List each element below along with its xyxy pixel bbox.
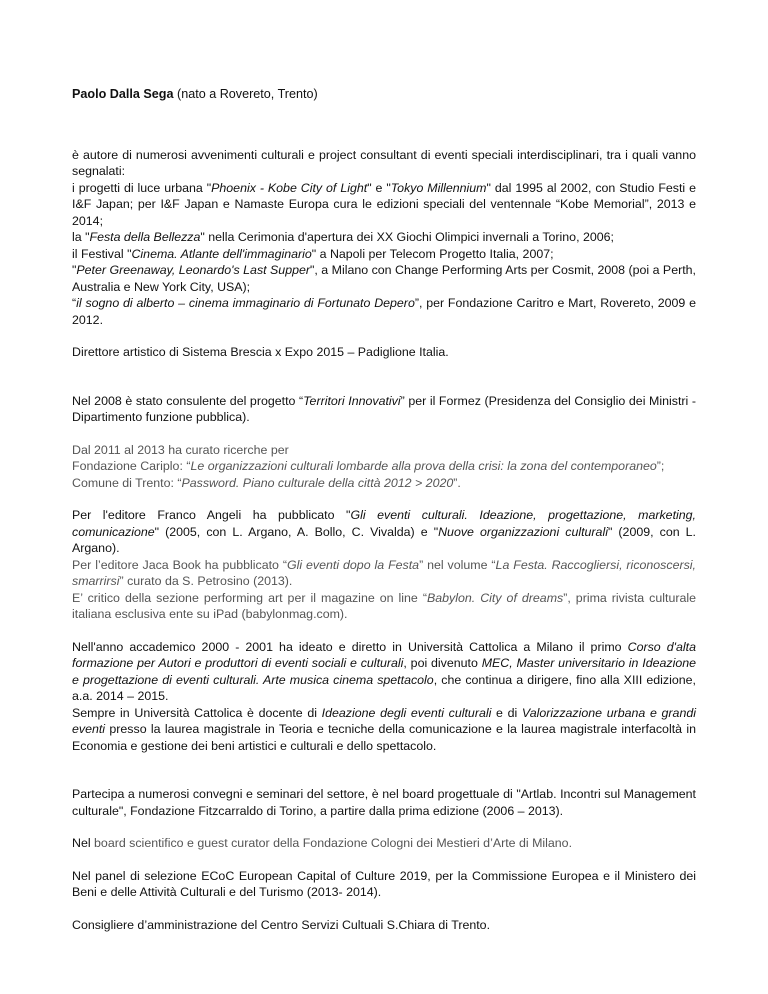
paragraph-cologni: Nel board scientifico e guest curator della Fondazione Cologni dei Mestieri d’Arte di Milano. xyxy=(72,836,573,850)
paragraph-research: Dal 2011 al 2013 ha curato ricerche per Fondazione Cariplo: “Le organizzazioni culturali lombarde alla prova della crisi: la zona del contemporaneo”; Comune di Trento: “Password. Piano culturale della città 2012 > 2020”. xyxy=(72,442,665,490)
paragraph-artlab: Partecipa a numerosi convegni e seminari del settore, è nel board progettuale di "Artlab. Incontri sul Management culturale", Fondazione Fitzcarraldo di Torino, a partire dalla prima edizione (2006 – 2013). xyxy=(72,787,696,818)
paragraph-publications: Per l'editore Franco Angeli ha pubblicato "Gli eventi culturali. Ideazione, progettazione, marketing, comunicazione" (2005, con L. Argano, A. Bollo, C. Vivalda) e "Nuove organizzazioni culturali" (2009, con L. Argano). Per l’editore Jaca Book ha pubblicato “Gli eventi dopo la Festa” nel volume “La Festa. Raccogliersi, riconoscersi, smarrirsi” curato da S. Petrosino (2013). E’ critico della sezione performing art per il magazine on line “Babylon. City of dreams”, prima rivista culturale italiana esclusiva ente su iPad (babylonmag.com). xyxy=(72,508,697,621)
page-title xyxy=(72,86,696,103)
paragraph-university: Nell'anno accademico 2000 - 2001 ha ideato e diretto in Università Cattolica a Milano il primo Corso d'alta formazione per Autori e produttori di eventi sociali e culturali, poi divenuto MEC, Master universitario in Ideazione e progettazione di eventi culturali. Arte musica cinema spettacolo, che continua a dirigere, fino alla XIII edizione, a.a. 2014 – 2015. Sempre in Università Cattolica è docente di Ideazione degli eventi culturali e di Valorizzazione urbana e grandi eventi presso la laurea magistrale in Teoria e tecniche della comunicazione e la laurea magistrale interfacoltà in Economia e gestione dei beni artistici e culturali e dello spettacolo. xyxy=(72,639,696,753)
paragraph-board: Consigliere d’amministrazione del Centro Servizi Cultuali S.Chiara di Trento. xyxy=(72,917,491,932)
paragraph-ecoc: Nel panel di selezione ECoC European Capital of Culture 2019, per la Commissione Europea e il Ministero dei Beni e delle Attività Culturali e del Turismo (2013- 2014). xyxy=(72,868,696,899)
author-birthplace: (nato a Rovereto, Trento) xyxy=(173,87,318,101)
author-name: Paolo Dalla Sega xyxy=(72,87,174,101)
paragraph-formez: Nel 2008 è stato consulente del progetto “Territori Innovativi” per il Formez (Presidenza del Consiglio dei Ministri - Dipartimento funzione pubblica). xyxy=(72,393,696,424)
paragraph-projects: è autore di numerosi avvenimenti culturali e project consultant di eventi speciali interdisciplinari, tra i quali vanno segnalati: i progetti di luce urbana "Phoenix - Kobe City of Light" e "Tokyo Millennium" dal 1995 al 2002, con Studio Festi e I&F Japan; per I&F Japan e Namaste Europa cura le edizioni speciali del ventennale “Kobe Memorial”, 2013 e 2014; la "Festa della Bellezza" nella Cerimonia d'apertura dei XX Giochi Olimpici invernali a Torino, 2006; il Festival "Cinema. Atlante dell'immaginario" a Napoli per Telecom Progetto Italia, 2007; "Peter Greenaway, Leonardo's Last Supper", a Milano con Change Performing Arts per Cosmit, 2008 (poi a Perth, Australia e New York City, USA); “il sogno di alberto – cinema immaginario di Fortunato Depero”, per Fondazione Caritro e Mart, Rovereto, 2009 e 2012. xyxy=(72,147,696,327)
document-page xyxy=(72,86,696,949)
paragraph-expo: Direttore artistico di Sistema Brescia x Expo 2015 – Padiglione Italia. xyxy=(72,345,449,359)
